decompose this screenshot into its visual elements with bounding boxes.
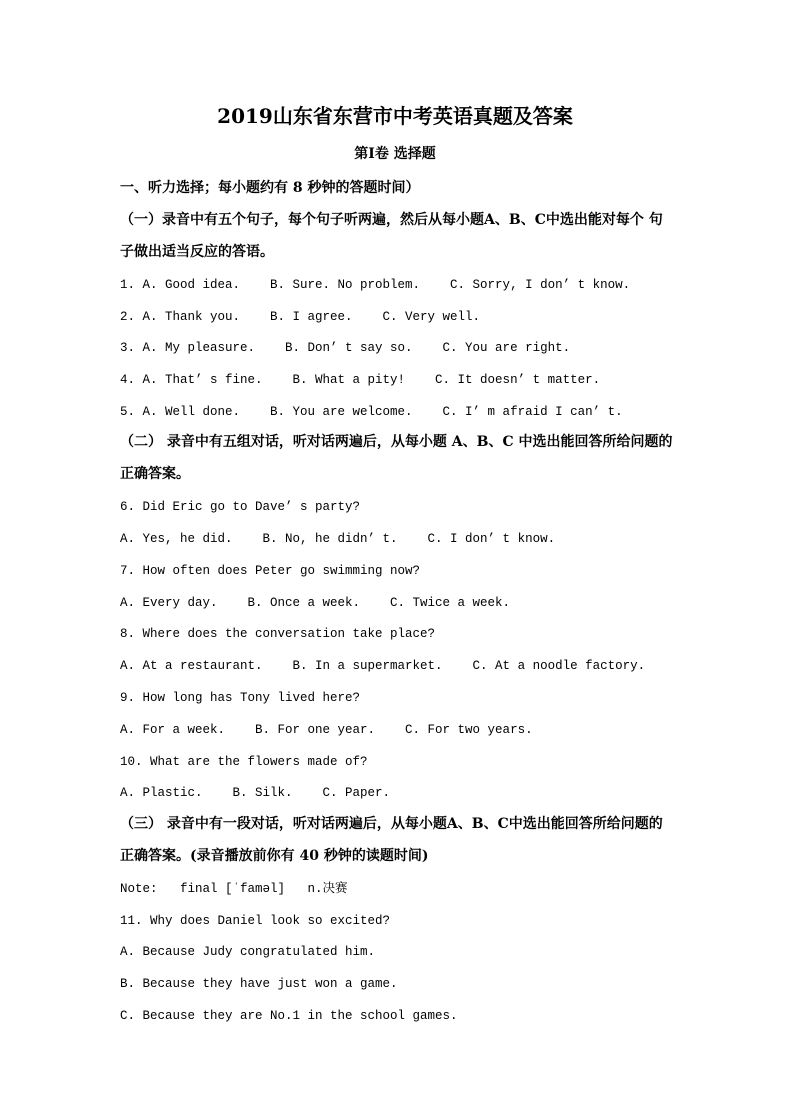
question-11-option-a: A. Because Judy congratulated him. [120,945,376,959]
document-title: 2019山东省东营市中考英语真题及答案 [217,104,573,128]
section2-instruction-line2: 正确答案。 [120,466,190,482]
section1-instruction-line1: （一）录音中有五个句子，每个句子听两遍，然后从每小题A、B、C中选出能对每个 句 [120,212,663,228]
question-7-options: A. Every day. B. Once a week. C. Twice a week. [120,596,511,610]
question-6: 6. Did Eric go to Dave’ s party? [120,500,361,514]
section3-instruction-line2: 正确答案。(录音播放前你有 40 秒钟的读题时间) [120,848,429,864]
section2-instruction-line1: （二） 录音中有五组对话，听对话两遍后，从每小题 A、B、C 中选出能回答所给问题的 [120,434,673,450]
question-9: 9. How long has Tony lived here? [120,691,361,705]
part1-heading: 一、听力选择；每小题约有 8 秒钟的答题时间） [120,180,420,196]
section1-instruction-line2: 子做出适当反应的答语。 [120,244,274,260]
question-3: 3. A. My pleasure. B. Don’ t say so. C. You are right. [120,341,571,355]
question-1: 1. A. Good idea. B. Sure. No problem. C. Sorry, I don’ t know. [120,278,631,292]
question-11-option-c: C. Because they are No.1 in the school games. [120,1009,458,1023]
question-2: 2. A. Thank you. B. I agree. C. Very well. [120,310,481,324]
question-8: 8. Where does the conversation take place? [120,627,436,641]
question-4: 4. A. That’ s fine. B. What a pity! C. It doesn’ t matter. [120,373,601,387]
section3-instruction-line1: （三） 录音中有一段对话，听对话两遍后，从每小题A、B、C中选出能回答所给问题的 [120,816,663,832]
question-9-options: A. For a week. B. For one year. C. For two years. [120,723,533,737]
question-8-options: A. At a restaurant. B. In a supermarket. C. At a noodle factory. [120,659,646,673]
question-11: 11. Why does Daniel look so excited? [120,914,391,928]
question-11-option-b: B. Because they have just won a game. [120,977,398,991]
vocabulary-note: Note: final [ˈfaməl] n.决赛 [120,882,348,896]
question-10: 10. What are the flowers made of? [120,755,368,769]
question-6-options: A. Yes, he did. B. No, he didn’ t. C. I don’ t know. [120,532,556,546]
question-7: 7. How often does Peter go swimming now? [120,564,421,578]
question-10-options: A. Plastic. B. Silk. C. Paper. [120,786,391,800]
question-5: 5. A. Well done. B. You are welcome. C. I’ m afraid I can’ t. [120,405,623,419]
paper-subtitle: 第Ⅰ卷 选择题 [354,146,436,162]
